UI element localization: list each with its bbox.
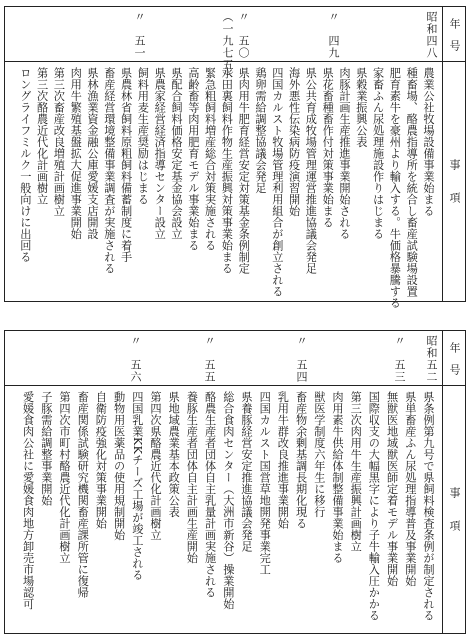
year-label: 〃 五三 bbox=[393, 335, 406, 383]
event-entry: 県単畜産ふん尿処理指導普及事業開始 bbox=[403, 391, 417, 587]
event-entry: 県配合飼料価格安定基金協会設立 bbox=[170, 67, 183, 240]
event-entry: 県穀業振興公表 bbox=[354, 67, 368, 148]
header-column bbox=[442, 331, 465, 633]
header-column bbox=[442, 7, 465, 301]
event-entry: 畜産関係試験研究機関畜産課所管に復帰 bbox=[76, 391, 90, 598]
event-entry: 海外悪性伝染病防疫演習開始 bbox=[287, 67, 301, 217]
event-entry: 獣医学制度六年生に移行 bbox=[312, 391, 326, 518]
event-entry: 国際収支の大幅黒字により子牛輸入圧かかる bbox=[367, 391, 381, 621]
event-entry: 県農家経営経済指導センター設立 bbox=[153, 67, 167, 240]
event-entry: 種畜場、酪農指導所を統合し畜産試験場設置 bbox=[405, 67, 419, 297]
event-entry: 乳用牛群改良推進事業開始 bbox=[276, 391, 290, 529]
event-entry: 第三次肉用牛生産振興計画樹立 bbox=[349, 391, 363, 552]
event-entry: 子豚需給調整事業開始 bbox=[39, 391, 53, 506]
event-entry: 肉用牛繁殖基盤拡大促進事業開始 bbox=[69, 67, 83, 240]
event-entry: 県公共育成牧場管理運営推進協議会発足 bbox=[304, 67, 318, 274]
year-label: 〃 四九 bbox=[327, 11, 340, 59]
event-entry: 県花畜種畜作付対策事業始まる bbox=[321, 67, 335, 228]
year-label: 〃 五一 bbox=[133, 11, 146, 59]
event-entry: 第四次県酪農近代化計画樹立 bbox=[149, 391, 162, 541]
event-entry: 肉豚計画生産推進事業開始される bbox=[338, 67, 351, 240]
year-label: 〃 五六 bbox=[129, 335, 142, 383]
event-entry: 第三次酪農近代化計画樹立 bbox=[35, 67, 49, 205]
lower-table bbox=[4, 330, 466, 634]
event-entry: 動物用医薬品の使用規制開始 bbox=[112, 391, 126, 541]
year-label: （一九七五） bbox=[221, 11, 234, 83]
event-entry: 酪農生産者団体自主乳量計画実施される bbox=[203, 391, 217, 598]
event-entry: 高齢畜等肉用肥育モデル事業始まる bbox=[186, 67, 200, 251]
event-entry: 飼料用麦生産奨励はじまる bbox=[136, 67, 150, 205]
event-entry: 四国カルスト国営草地開発事業完工 bbox=[258, 391, 272, 575]
year-label: 昭和五二 bbox=[425, 335, 438, 383]
event-entry: 県条例第九号で県飼料検査条例が制定される bbox=[422, 391, 435, 621]
year-header: 年 号 bbox=[443, 331, 465, 386]
event-entry: 自衛防疫強化対策事業開始 bbox=[94, 391, 108, 529]
event-entry: ロングライフミルク一般向けに出回る bbox=[18, 67, 32, 263]
event-entry: 家畜ふん尿処理施設作りはじまる bbox=[371, 67, 385, 240]
event-entry: 県農林省飼料原粗飼料備蓄制度に着手 bbox=[119, 67, 133, 263]
event-entry: 県地域農業基本政策公表 bbox=[167, 391, 181, 518]
event-entry: 四国カルスト牧場管理利用組合が創立される bbox=[270, 67, 284, 297]
event-entry: 肥育素牛を豪州より輸入する。牛価格暴騰する bbox=[388, 67, 402, 309]
event-entry: 愛媛食肉公社に愛媛食肉地方卸売市場認可 bbox=[21, 391, 35, 610]
event-entry: 肉用素牛供給体制整備事業始まる bbox=[331, 391, 344, 564]
event-entry: 総合食肉センター（大洲市新谷）操業開始 bbox=[221, 391, 235, 610]
event-entry: 県肉用牛肥育経営安定対策基金条例制定 bbox=[237, 67, 251, 274]
year-label: 〃 五五 bbox=[203, 335, 216, 383]
event-entry: 県養豚経営安定推進協議会発足 bbox=[240, 391, 253, 552]
event-entry: 畜産物余剰基調長期化現る bbox=[294, 391, 308, 529]
event-entry: 県林漁業資金融公庫愛媛支店開設 bbox=[86, 67, 99, 240]
event-entry: 第四次市町村酪農近代化計画樹立 bbox=[58, 391, 71, 564]
event-entry: 鶏卵需給調整協議会発足 bbox=[254, 67, 267, 194]
event-entry: 無獣医地域獣医師定着モデル事業開始 bbox=[385, 391, 399, 587]
event-entry: 第三次畜産改良増殖計画樹立 bbox=[52, 67, 66, 217]
event-header: 事 項 bbox=[448, 487, 461, 531]
event-entry: 畜産経営環境整備事業調査が実施される bbox=[102, 67, 116, 274]
year-label: 昭和四八 bbox=[425, 11, 438, 59]
event-entry: 農業公社牧場設備事業始まる bbox=[422, 67, 435, 217]
event-entry: 四国乳業KKチーズ工場が竣工される bbox=[130, 391, 144, 581]
event-entry: 水田裏飼料作物生産振興対策事業始まる bbox=[220, 67, 234, 274]
year-row-divider bbox=[5, 385, 443, 386]
upper-table bbox=[4, 6, 466, 309]
year-header: 年 号 bbox=[443, 7, 465, 62]
year-label: 〃 五四 bbox=[295, 335, 308, 383]
year-label: 〃 五〇 bbox=[237, 11, 250, 59]
event-entry: 緊急粗飼料増産総合対策実施される bbox=[203, 67, 217, 251]
event-entry: 養豚生産者団体自主計画生産開始 bbox=[185, 391, 199, 564]
event-header: 事 項 bbox=[448, 159, 461, 203]
